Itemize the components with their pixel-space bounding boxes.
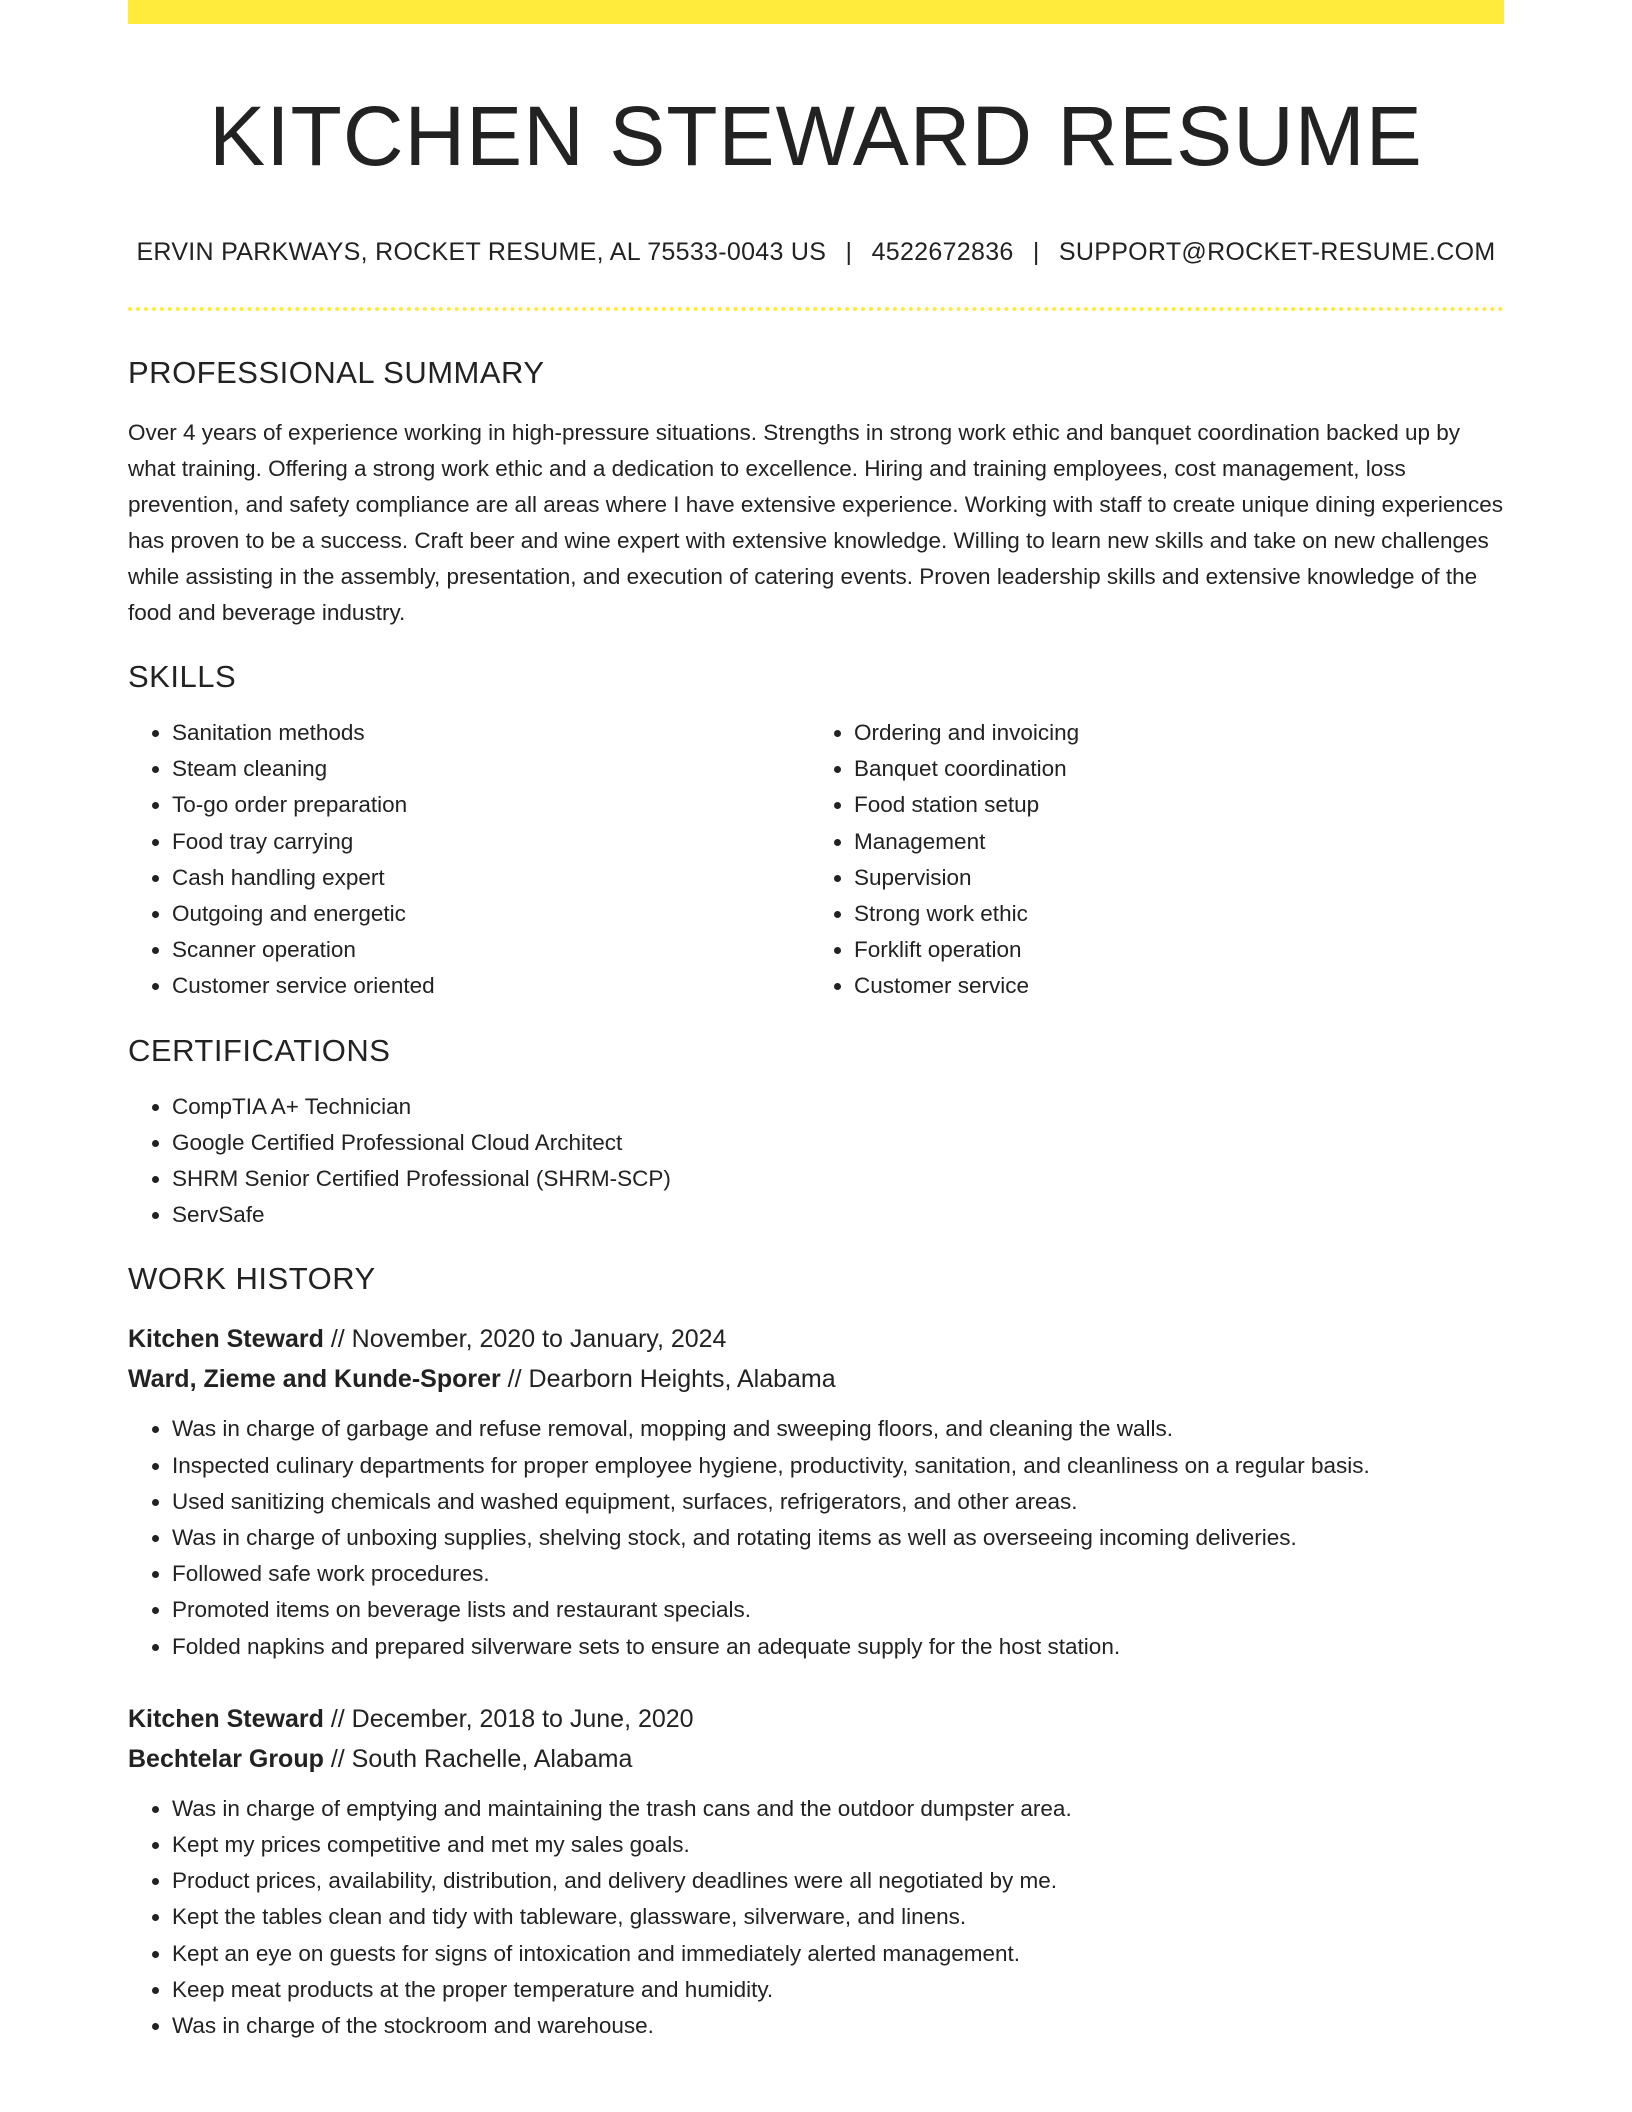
certifications-list: [128, 1089, 1504, 1234]
job-company: Ward, Zieme and Kunde-Sporer: [128, 1365, 501, 1394]
job-company: Bechtelar Group: [128, 1744, 324, 1773]
certifications-heading: CERTIFICATIONS: [128, 1032, 391, 1068]
skills-columns: [128, 697, 1504, 1005]
skill-item: • Sanitation methods: [172, 715, 816, 751]
certifications-section: [128, 1031, 1504, 1234]
summary-heading: PROFESSIONAL SUMMARY: [128, 355, 545, 390]
skill-item: • Outgoing and energetic: [172, 896, 816, 932]
skill-item: • Cash handling expert: [172, 860, 816, 896]
job-duty: • Promoted items on beverage lists and restaurant specials.: [172, 1592, 1504, 1628]
skills-list-right: [810, 715, 1498, 1005]
certification-item: • SHRM Senior Certified Professional (SHRM-SCP): [172, 1161, 1504, 1197]
job-duties-list: [128, 1791, 1504, 2044]
job-title: Kitchen Steward: [128, 1704, 324, 1733]
top-accent-bar: [128, 0, 1504, 24]
skill-item: • To-go order preparation: [172, 787, 816, 823]
job-duty: • Kept the tables clean and tidy with tableware, glassware, silverware, and linens.: [172, 1899, 1504, 1935]
job-separator: //: [323, 1744, 352, 1773]
skills-list-left: [128, 715, 816, 1005]
skill-item: • Strong work ethic: [854, 896, 1498, 932]
skill-item: • Steam cleaning: [172, 751, 816, 787]
job-duty: • Used sanitizing chemicals and washed equipment, surfaces, refrigerators, and other areas.: [172, 1484, 1504, 1520]
job-dates: December, 2018 to June, 2020: [351, 1704, 694, 1733]
summary-text: Over 4 years of experience working in high-pressure situations. Strengths in strong work ethic and banquet coordination backed up by what training. Offering a strong work ethic and a dedication to excellence. Hiring and training employees, cost management, loss prevention, and safety compliance are all areas where I have extensive experience. Working with staff to create unique dining experiences has proven to be a success. Craft beer and wine expert with extensive knowledge. Willing to learn new skills and take on new challenges while assisting in the assembly, presentation, and execution of catering events. Proven leadership skills and extensive knowledge of the food and beverage industry.: [128, 420, 1503, 625]
job-separator: //: [323, 1325, 352, 1354]
contact-email: SUPPORT@ROCKET-RESUME.COM: [1058, 238, 1496, 266]
skill-item: • Management: [854, 824, 1498, 860]
job-entry: [128, 1699, 1504, 2044]
contact-separator: |: [1032, 238, 1040, 266]
certification-item: • CompTIA A+ Technician: [172, 1089, 1504, 1125]
contact-address: ERVIN PARKWAYS, ROCKET RESUME, AL 75533-0043 US: [136, 238, 827, 266]
job-title-line: [128, 1699, 1504, 1739]
job-duty: • Inspected culinary departments for proper employee hygiene, productivity, sanitation, and cleanliness on a regular basis.: [172, 1448, 1504, 1484]
resume-title: KITCHEN STEWARD RESUME: [209, 89, 1423, 183]
job-title-line: [128, 1319, 1504, 1359]
job-duty: • Was in charge of garbage and refuse removal, mopping and sweeping floors, and cleaning the walls.: [172, 1411, 1504, 1447]
skill-item: • Scanner operation: [172, 932, 816, 968]
job-duty: • Followed safe work procedures.: [172, 1556, 1504, 1592]
job-separator: //: [323, 1704, 352, 1733]
job-duty: • Folded napkins and prepared silverware sets to ensure an adequate supply for the host station.: [172, 1629, 1504, 1665]
skill-item: • Food station setup: [854, 787, 1498, 823]
job-location: Dearborn Heights, Alabama: [528, 1365, 836, 1394]
skill-item: • Banquet coordination: [854, 751, 1498, 787]
job-entry: [128, 1319, 1504, 1664]
skill-item: • Customer service: [854, 968, 1498, 1004]
work-history-heading: WORK HISTORY: [128, 1261, 376, 1297]
skill-item: • Customer service oriented: [172, 968, 816, 1004]
skills-section: [128, 657, 1504, 1005]
job-duty: • Keep meat products at the proper temperature and humidity.: [172, 1972, 1504, 2008]
job-duty: • Kept an eye on guests for signs of intoxication and immediately alerted management.: [172, 1936, 1504, 1972]
job-duties-list: [128, 1411, 1504, 1664]
resume-page: [128, 0, 1504, 2044]
contact-separator: |: [845, 238, 853, 266]
skill-item: • Food tray carrying: [172, 824, 816, 860]
summary-section: [128, 353, 1504, 631]
certification-item: • ServSafe: [172, 1197, 1504, 1233]
skill-item: • Ordering and invoicing: [854, 715, 1498, 751]
skill-item: • Supervision: [854, 860, 1498, 896]
job-duty: • Kept my prices competitive and met my sales goals.: [172, 1827, 1504, 1863]
job-separator: //: [500, 1365, 529, 1394]
contact-phone: 4522672836: [871, 238, 1014, 266]
job-dates: November, 2020 to January, 2024: [351, 1325, 727, 1354]
skills-heading: SKILLS: [128, 659, 237, 694]
job-title: Kitchen Steward: [128, 1325, 324, 1354]
job-duty: • Product prices, availability, distribution, and delivery deadlines were all negotiated by me.: [172, 1863, 1504, 1899]
job-duty: • Was in charge of unboxing supplies, shelving stock, and rotating items as well as overseeing incoming deliveries.: [172, 1520, 1504, 1556]
job-company-line: [128, 1359, 1504, 1399]
skill-item: • Forklift operation: [854, 932, 1498, 968]
certification-item: • Google Certified Professional Cloud Architect: [172, 1125, 1504, 1161]
contact-line: [128, 238, 1504, 267]
job-duty: • Was in charge of emptying and maintaining the trash cans and the outdoor dumpster area.: [172, 1791, 1504, 1827]
job-company-line: [128, 1739, 1504, 1779]
job-duty: • Was in charge of the stockroom and warehouse.: [172, 2008, 1504, 2044]
dotted-divider: [128, 307, 1504, 311]
job-location: South Rachelle, Alabama: [351, 1744, 633, 1773]
work-history-section: [128, 1259, 1504, 2044]
